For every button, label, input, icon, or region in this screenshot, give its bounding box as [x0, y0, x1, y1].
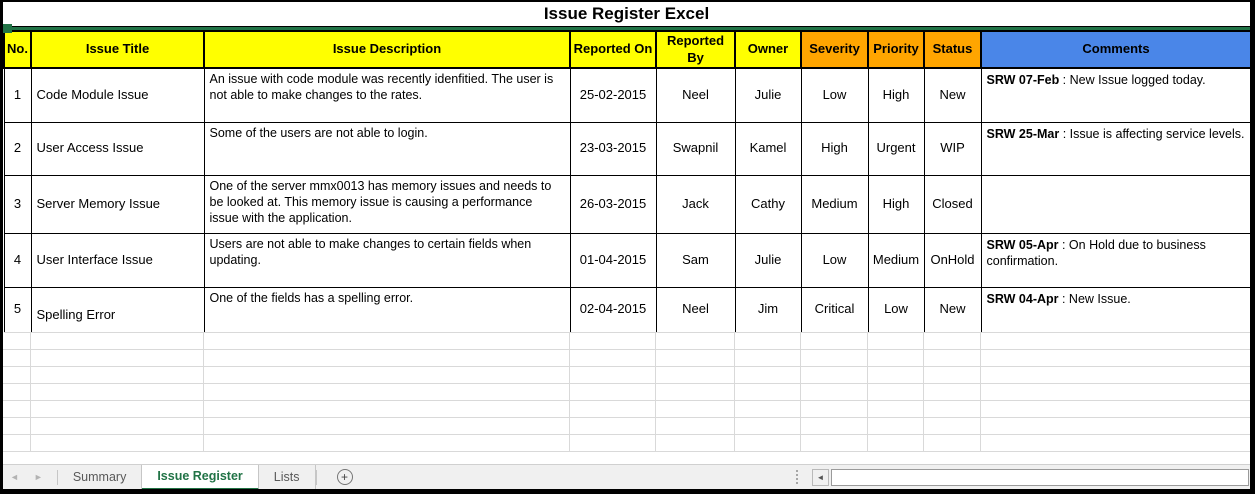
cell-issue-description[interactable]: One of the server mmx0013 has memory issues and needs to be looked at. This memory issue is causing a performance issue with the application.	[204, 175, 570, 233]
empty-cell[interactable]	[923, 383, 980, 400]
column-header-issue-description[interactable]: Issue Description	[204, 31, 570, 68]
comment-text: : New Issue.	[1058, 291, 1131, 306]
empty-cell[interactable]	[800, 417, 867, 434]
grid-gap	[3, 452, 1250, 464]
empty-cell[interactable]	[569, 400, 655, 417]
empty-cell[interactable]	[655, 400, 734, 417]
cell-issue-title[interactable]: Spelling Error	[31, 287, 204, 332]
cell-priority[interactable]: High	[868, 68, 924, 122]
empty-cell[interactable]	[203, 366, 569, 383]
empty-cell[interactable]	[30, 417, 203, 434]
empty-grid-row	[3, 434, 1250, 451]
cell-no[interactable]: 4	[4, 233, 31, 287]
cell-status[interactable]: WIP	[924, 122, 981, 175]
empty-cell[interactable]	[655, 417, 734, 434]
comment-text: : On Hold due to business confirmation.	[986, 237, 1206, 268]
empty-cell[interactable]	[569, 434, 655, 451]
table-row	[4, 68, 1251, 122]
empty-cell[interactable]	[30, 349, 203, 366]
page-title: Issue Register Excel	[543, 4, 710, 23]
empty-cell[interactable]	[734, 434, 800, 451]
cell-reported-on[interactable]: 02-04-2015	[570, 287, 656, 332]
empty-cell[interactable]	[980, 400, 1250, 417]
cell-priority[interactable]: Urgent	[868, 122, 924, 175]
empty-cell[interactable]	[203, 400, 569, 417]
empty-cell[interactable]	[980, 333, 1250, 350]
empty-cell[interactable]	[800, 434, 867, 451]
empty-cell[interactable]	[203, 383, 569, 400]
empty-cell[interactable]	[30, 400, 203, 417]
empty-cell[interactable]	[734, 383, 800, 400]
empty-cell[interactable]	[867, 349, 923, 366]
empty-cell[interactable]	[569, 366, 655, 383]
empty-cell[interactable]	[923, 434, 980, 451]
column-header-no[interactable]: No.	[4, 31, 31, 68]
empty-cell[interactable]	[980, 366, 1250, 383]
cell-reported-on[interactable]: 26-03-2015	[570, 175, 656, 233]
cell-reported-on[interactable]: 25-02-2015	[570, 68, 656, 122]
cell-status[interactable]: Closed	[924, 175, 981, 233]
empty-cell[interactable]	[980, 349, 1250, 366]
cell-reported-on[interactable]: 01-04-2015	[570, 233, 656, 287]
empty-cell[interactable]	[734, 417, 800, 434]
column-header-status[interactable]: Status	[924, 31, 981, 68]
empty-grid-row	[3, 383, 1250, 400]
column-header-issue-title[interactable]: Issue Title	[31, 31, 204, 68]
cell-comment[interactable]	[981, 68, 1251, 122]
cell-status[interactable]: New	[924, 68, 981, 122]
empty-cell[interactable]	[3, 366, 30, 383]
scroll-left-button[interactable]	[812, 469, 829, 486]
empty-cell[interactable]	[867, 333, 923, 350]
empty-cell[interactable]	[800, 400, 867, 417]
column-header-priority[interactable]: Priority	[868, 31, 924, 68]
cell-priority[interactable]: Low	[868, 287, 924, 332]
column-header-reported-on[interactable]: Reported On	[570, 31, 656, 68]
tab-splitter-handle[interactable]	[792, 470, 802, 484]
empty-cell[interactable]	[734, 366, 800, 383]
empty-cell[interactable]	[867, 434, 923, 451]
comment-author-date: SRW 25-Mar	[986, 126, 1060, 141]
tab-bar-right	[792, 465, 1250, 490]
sheet-tab-issue-register[interactable]: Issue Register	[142, 465, 258, 490]
add-sheet-wrap	[317, 465, 353, 490]
cell-no[interactable]: 3	[4, 175, 31, 233]
table-row	[4, 233, 1251, 287]
add-sheet-button[interactable]	[337, 469, 353, 485]
empty-cell[interactable]	[800, 366, 867, 383]
table-row	[4, 122, 1251, 175]
cell-issue-title[interactable]: Server Memory Issue	[31, 175, 204, 233]
cell-severity[interactable]: Medium	[801, 175, 868, 233]
empty-cell[interactable]	[203, 333, 569, 350]
comment-author-date: SRW 07-Feb	[986, 73, 1060, 87]
cell-no[interactable]: 2	[4, 122, 31, 175]
cell-reported-on[interactable]: 23-03-2015	[570, 122, 656, 175]
empty-cell[interactable]	[923, 400, 980, 417]
green-divider	[3, 27, 1250, 30]
empty-cell[interactable]	[923, 366, 980, 383]
empty-cell[interactable]	[800, 383, 867, 400]
cell-comment[interactable]	[981, 233, 1251, 287]
table-row	[4, 287, 1251, 332]
prev-sheet-arrow-icon[interactable]: ◄	[10, 471, 19, 482]
empty-grid-row	[3, 400, 1250, 417]
tab-nav-arrows	[3, 465, 57, 490]
empty-cell[interactable]	[655, 349, 734, 366]
empty-cell[interactable]	[655, 366, 734, 383]
cell-reported-by[interactable]: Sam	[656, 233, 735, 287]
cell-issue-description[interactable]: Users are not able to make changes to certain fields when updating.	[204, 233, 570, 287]
cell-reported-by[interactable]: Neel	[656, 68, 735, 122]
empty-cell[interactable]	[3, 349, 30, 366]
empty-grid-rows	[3, 333, 1250, 452]
empty-cell[interactable]	[867, 383, 923, 400]
sheet-tabs	[58, 465, 316, 490]
empty-cell[interactable]	[3, 434, 30, 451]
horizontal-scrollbar	[812, 469, 1249, 486]
cell-priority[interactable]: Medium	[868, 233, 924, 287]
cell-owner[interactable]: Cathy	[735, 175, 801, 233]
comment-author-date: SRW 05-Apr	[986, 237, 1059, 252]
empty-cell[interactable]	[867, 417, 923, 434]
cell-owner[interactable]: Julie	[735, 233, 801, 287]
column-header-reported-by[interactable]: Reported By	[656, 31, 735, 68]
empty-cell[interactable]	[923, 333, 980, 350]
empty-cell[interactable]	[734, 333, 800, 350]
cell-severity[interactable]: Critical	[801, 287, 868, 332]
issue-register-table	[3, 30, 1252, 333]
cell-comment[interactable]	[981, 175, 1251, 233]
empty-cell[interactable]	[655, 383, 734, 400]
cell-owner[interactable]: Kamel	[735, 122, 801, 175]
cell-reported-by[interactable]: Neel	[656, 287, 735, 332]
cell-severity[interactable]: Low	[801, 233, 868, 287]
cell-no[interactable]: 5	[4, 287, 31, 332]
cell-reported-by[interactable]: Swapnil	[656, 122, 735, 175]
empty-cell[interactable]	[203, 417, 569, 434]
cell-issue-title[interactable]: Code Module Issue	[31, 68, 204, 122]
table-header-row	[4, 31, 1251, 68]
empty-cell[interactable]	[30, 434, 203, 451]
cell-severity[interactable]: High	[801, 122, 868, 175]
cell-status[interactable]: New	[924, 287, 981, 332]
empty-cell[interactable]	[923, 349, 980, 366]
sheet-tab-bar	[3, 464, 1250, 490]
empty-cell[interactable]	[569, 383, 655, 400]
cell-issue-description[interactable]: One of the fields has a spelling error.	[204, 287, 570, 332]
empty-cell[interactable]	[569, 417, 655, 434]
empty-cell[interactable]	[30, 366, 203, 383]
empty-cell[interactable]	[30, 383, 203, 400]
column-header-owner[interactable]: Owner	[735, 31, 801, 68]
sheet-title-cell[interactable]	[3, 2, 1250, 27]
cell-issue-description[interactable]: Some of the users are not able to login.	[204, 122, 570, 175]
empty-cell[interactable]	[655, 333, 734, 350]
empty-cell[interactable]	[923, 417, 980, 434]
comment-author-date: SRW 04-Apr	[986, 291, 1059, 306]
column-header-comments[interactable]: Comments	[981, 31, 1251, 68]
sheet-tab-lists[interactable]: Lists	[259, 465, 316, 490]
cell-status[interactable]: OnHold	[924, 233, 981, 287]
cell-comment[interactable]	[981, 122, 1251, 175]
cell-severity[interactable]: Low	[801, 68, 868, 122]
empty-cell[interactable]	[867, 366, 923, 383]
empty-cell[interactable]	[30, 333, 203, 350]
empty-grid-row	[3, 333, 1250, 350]
cell-issue-description[interactable]: An issue with code module was recently idenfitied. The user is not able to make changes to the rates.	[204, 68, 570, 122]
empty-cell[interactable]	[800, 349, 867, 366]
empty-cell[interactable]	[655, 434, 734, 451]
plus-icon: +	[340, 470, 348, 484]
empty-cell[interactable]	[3, 383, 30, 400]
cell-priority[interactable]: High	[868, 175, 924, 233]
empty-cell[interactable]	[980, 434, 1250, 451]
scrollbar-thumb[interactable]	[831, 469, 1249, 486]
left-arrow-icon: ◄	[816, 472, 825, 482]
cell-owner[interactable]: Jim	[735, 287, 801, 332]
empty-cell[interactable]	[980, 417, 1250, 434]
empty-grid-row	[3, 366, 1250, 383]
empty-cell[interactable]	[3, 417, 30, 434]
sheet-tab-summary[interactable]: Summary	[58, 465, 142, 490]
empty-cell[interactable]	[3, 333, 30, 350]
empty-cell[interactable]	[203, 349, 569, 366]
empty-grid-row	[3, 349, 1250, 366]
cell-comment[interactable]	[981, 287, 1251, 332]
cell-owner[interactable]: Julie	[735, 68, 801, 122]
empty-cell[interactable]	[867, 400, 923, 417]
empty-grid-row	[3, 417, 1250, 434]
table-row	[4, 175, 1251, 233]
empty-cell[interactable]	[734, 349, 800, 366]
green-divider-nub	[3, 24, 12, 33]
cell-issue-title[interactable]: User Access Issue	[31, 122, 204, 175]
empty-cell[interactable]	[800, 333, 867, 350]
next-sheet-arrow-icon[interactable]: ►	[33, 471, 43, 482]
empty-cell[interactable]	[980, 383, 1250, 400]
cell-issue-title[interactable]: User Interface Issue	[31, 233, 204, 287]
empty-cell[interactable]	[203, 434, 569, 451]
cell-reported-by[interactable]: Jack	[656, 175, 735, 233]
comment-text: : New Issue logged today.	[1059, 73, 1206, 87]
empty-cell[interactable]	[569, 349, 655, 366]
comment-text: : Issue is affecting service levels.	[1059, 126, 1245, 141]
column-header-severity[interactable]: Severity	[801, 31, 868, 68]
empty-cell[interactable]	[734, 400, 800, 417]
empty-cell[interactable]	[3, 400, 30, 417]
cell-no[interactable]: 1	[4, 68, 31, 122]
empty-cell[interactable]	[569, 333, 655, 350]
